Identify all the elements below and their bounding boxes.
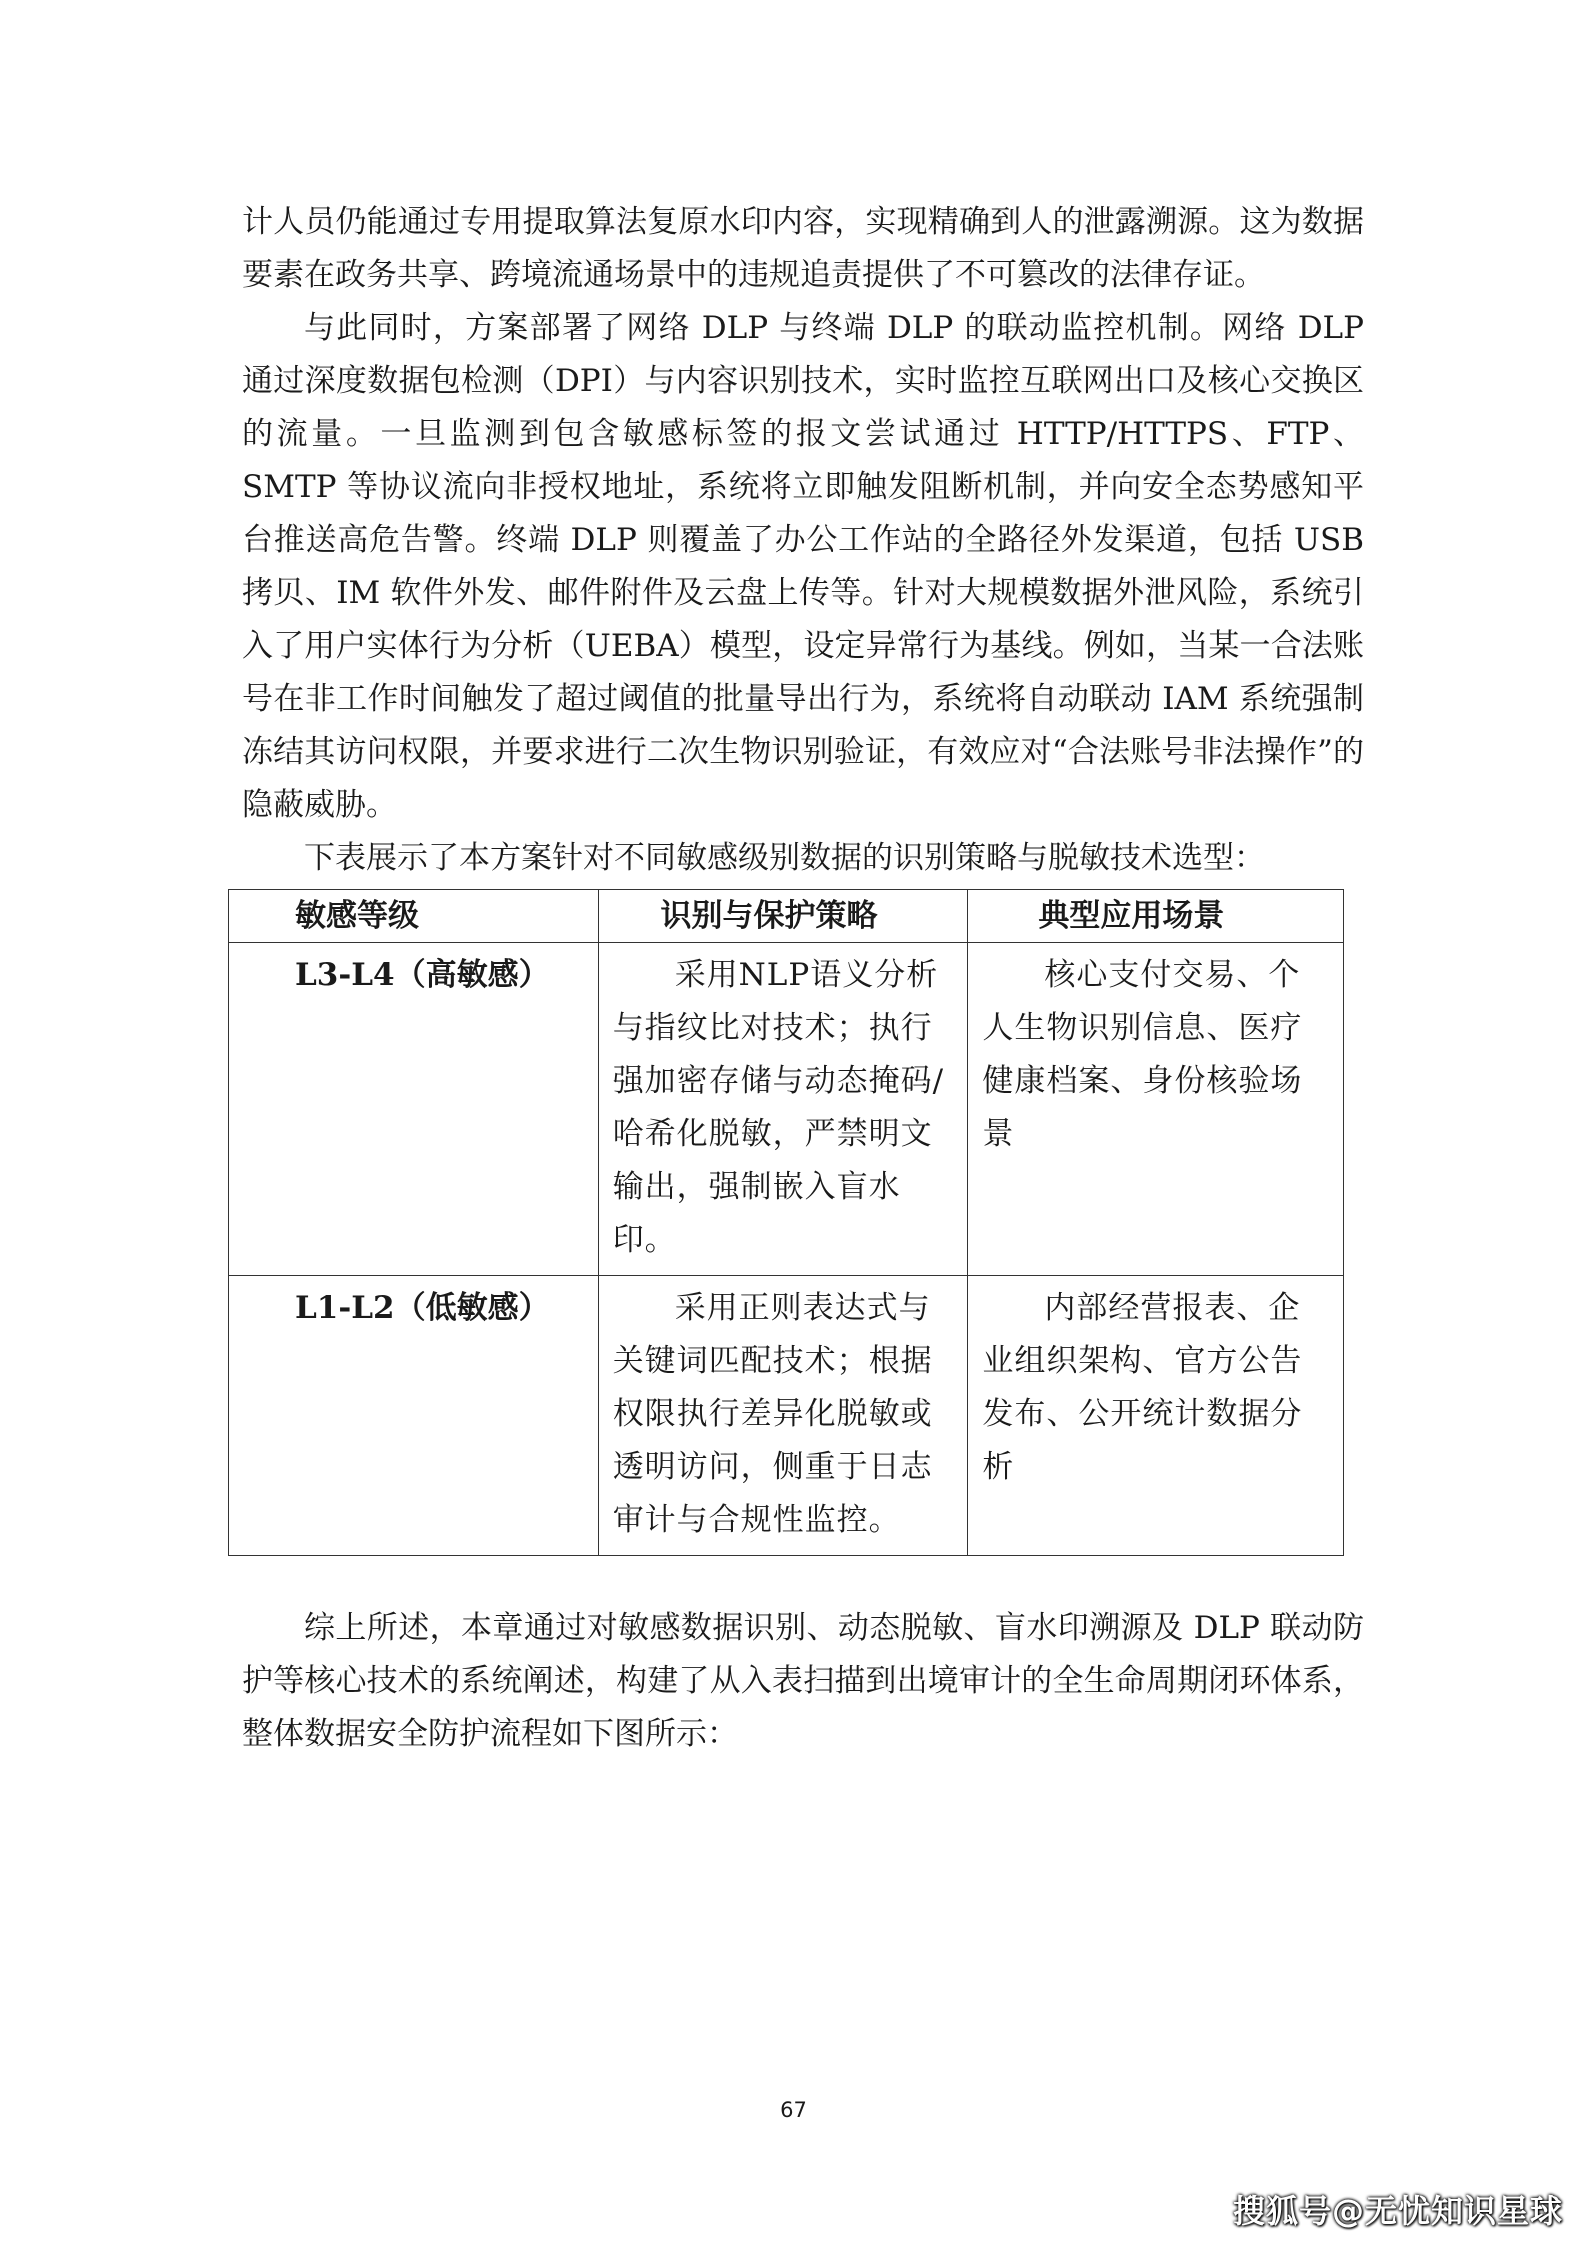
sensitivity-table	[228, 889, 1344, 1556]
table-header-row	[229, 890, 1344, 943]
paragraph-dlp-mechanism: 与此同时，方案部署了网络 DLP 与终端 DLP 的联动监控机制。网络 DLP 通过深度数据包检测（DPI）与内容识别技术，实时监控互联网出口及核心交换区的流量。一旦监测到包含敏感标签的报文尝试通过 HTTP/HTTPS、FTP、SMTP 等协议流向非授权地址，系统将立即触发阻断机制，并向安全态势感知平台推送高危告警。终端 DLP 则覆盖了办公工作站的全路径外发渠道，包括 USB 拷贝、IM 软件外发、邮件附件及云盘上传等。针对大规模数据外泄风险，系统引入了用户实体行为分析（UEBA）模型，设定异常行为基线。例如，当某一合法账号在非工作时间触发了超过阈值的批量导出行为，系统将自动联动 IAM 系统强制冻结其访问权限，并要求进行二次生物识别验证，有效应对“合法账号非法操作”的隐蔽威胁。	[242, 310, 1364, 823]
header-scenario: 典型应用场景	[968, 890, 1344, 943]
header-strategy: 识别与保护策略	[598, 890, 968, 943]
page-number: 67	[780, 2098, 807, 2122]
table-row	[229, 943, 1344, 1276]
table-row	[229, 1276, 1344, 1556]
cell-level: L3-L4（高敏感）	[229, 943, 599, 1276]
cell-scenario: 内部经营报表、企业组织架构、官方公告发布、公开统计数据分析	[968, 1276, 1344, 1556]
cell-strategy: 采用NLP语义分析与指纹比对技术；执行强加密存储与动态掩码/哈希化脱敏，严禁明文输出，强制嵌入盲水印。	[598, 943, 968, 1276]
paragraph-summary: 综上所述，本章通过对敏感数据识别、动态脱敏、盲水印溯源及 DLP 联动防护等核心技术的系统阐述，构建了从入表扫描到出境审计的全生命周期闭环体系，整体数据安全防护流程如下图所示：	[242, 1610, 1364, 1752]
paragraph-continuation: 计人员仍能通过专用提取算法复原水印内容，实现精确到人的泄露溯源。这为数据要素在政务共享、跨境流通场景中的违规追责提供了不可篡改的法律存证。	[242, 204, 1364, 293]
cell-level: L1-L2（低敏感）	[229, 1276, 599, 1556]
cell-strategy: 采用正则表达式与关键词匹配技术；根据权限执行差异化脱敏或透明访问，侧重于日志审计与合规性监控。	[598, 1276, 968, 1556]
page-body	[242, 196, 1364, 1761]
watermark: 搜狐号@无忧知识星球	[1232, 2192, 1563, 2230]
cell-scenario: 核心支付交易、个人生物识别信息、医疗健康档案、身份核验场景	[968, 943, 1344, 1276]
table-caption: 下表展示了本方案针对不同敏感级别数据的识别策略与脱敏技术选型：	[304, 840, 1265, 876]
header-sensitivity-level: 敏感等级	[229, 890, 599, 943]
